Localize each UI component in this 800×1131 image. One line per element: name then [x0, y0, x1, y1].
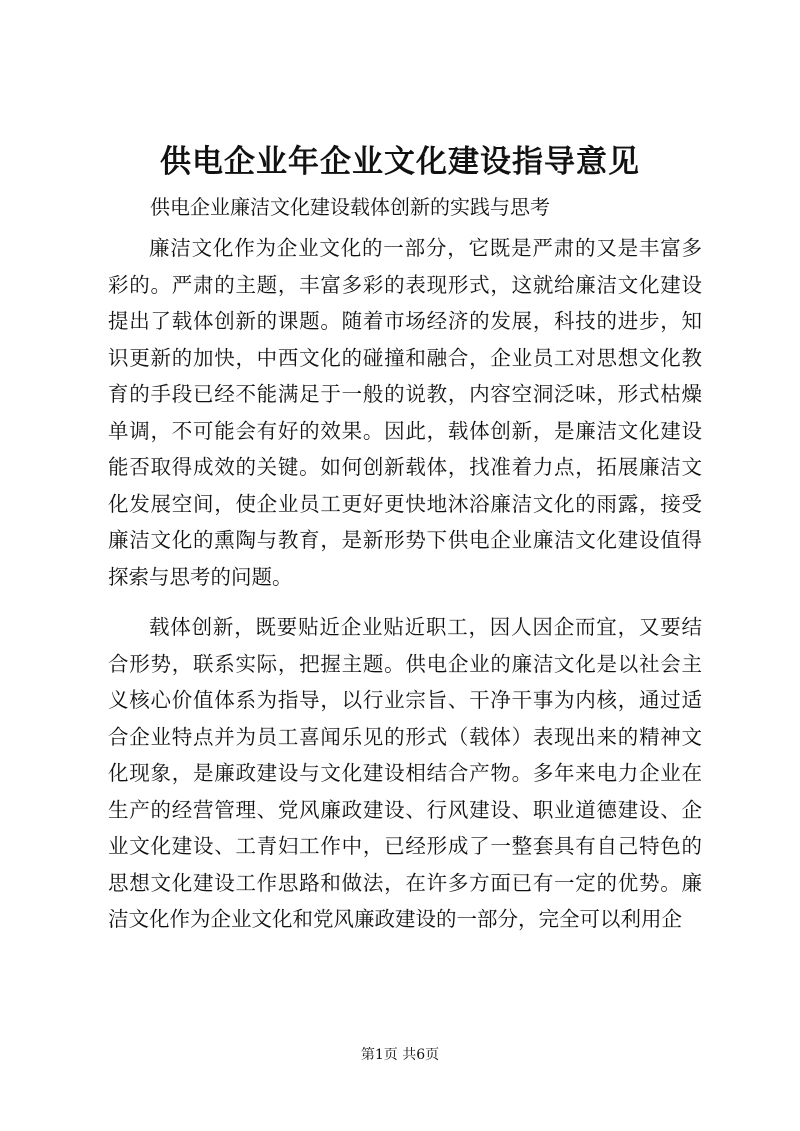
body-paragraph-1: 廉洁文化作为企业文化的一部分，它既是严肃的又是丰富多彩的。严肃的主题，丰富多彩的表现形式，这就给廉洁文化建设提出了载体创新的课题。随着市场经济的发展，科技的进步，知识更新的加快，中西文化的碰撞和融合，企业员工对思想文化教育的手段已经不能满足于一般的说教，内容空洞泛味，形式枯燥单调，不可能会有好的效果。因此，载体创新，是廉洁文化建设能否取得成效的关键。如何创新载体，找准着力点，拓展廉洁文化发展空间，使企业员工更好更快地沐浴廉洁文化的雨露，接受廉洁文化的熏陶与教育，是新形势下供电企业廉洁文化建设值得探索与思考的问题。 [108, 236, 702, 589]
body-paragraph-2: 载体创新，既要贴近企业贴近职工，因人因企而宜，又要结合形势，联系实际，把握主题。供电企业的廉洁文化是以社会主义核心价值体系为指导，以行业宗旨、干净干事为内核，通过适合企业特点并为员工喜闻乐见的形式（载体）表现出来的精神文化现象，是廉政建设与文化建设相结合产物。多年来电力企业在生产的经营管理、党风廉政建设、行风建设、职业道德建设、企业文化建设、工青妇工作中，已经形成了一整套具有自己特色的思想文化建设工作思路和做法，在许多方面已有一定的优势。廉洁文化作为企业文化和党风廉政建设的一部分，完全可以利用企 [108, 615, 702, 931]
page-footer: 第1页 共6页 [360, 1047, 440, 1063]
document-subtitle: 供电企业廉洁文化建设载体创新的实践与思考 [150, 195, 550, 219]
document-body [108, 230, 702, 952]
document-title: 供电企业年企业文化建设指导意见 [160, 144, 640, 180]
